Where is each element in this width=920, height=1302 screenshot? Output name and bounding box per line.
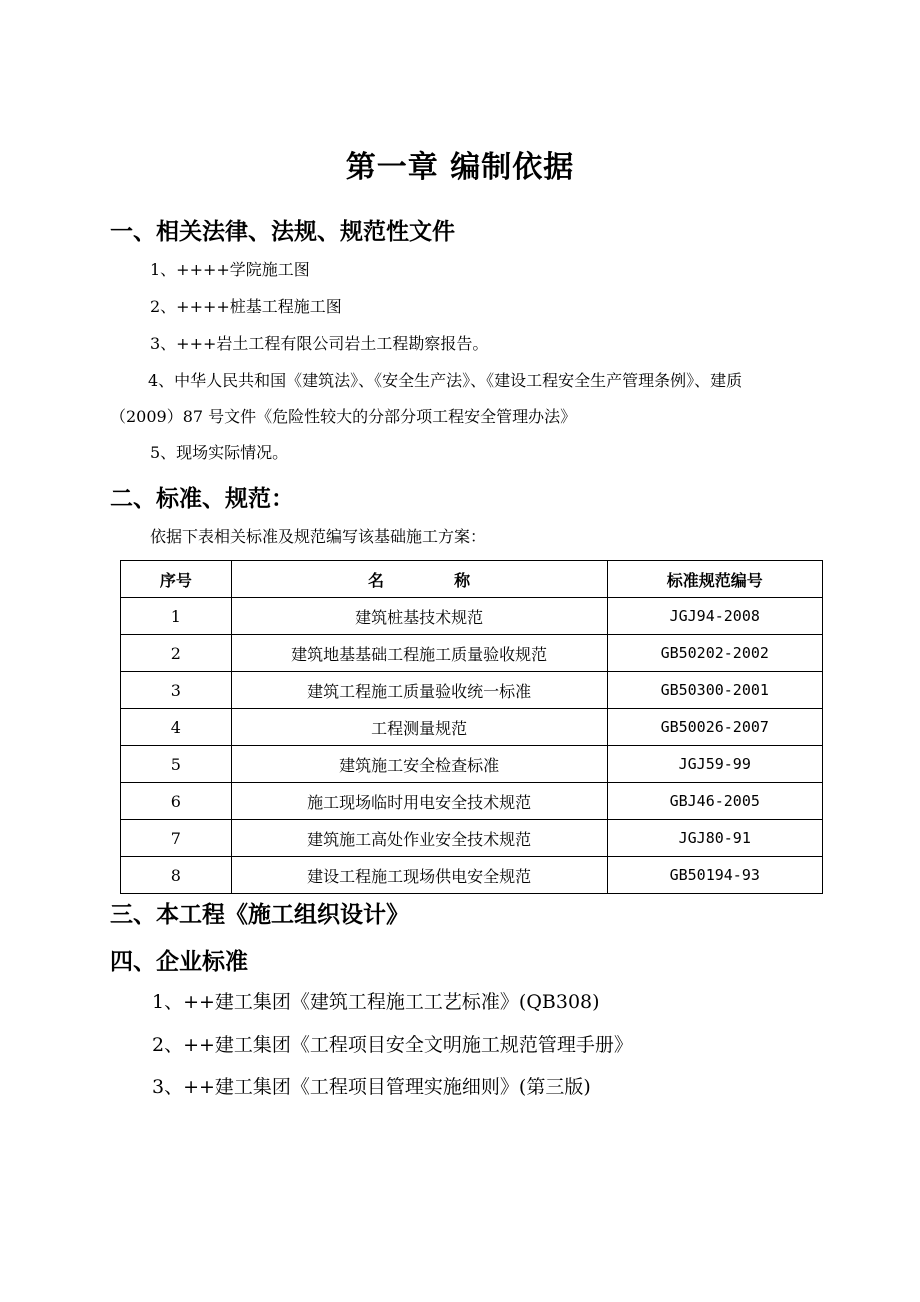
- section-1-item-5: 5、现场实际情况。: [150, 443, 289, 462]
- row-name: 建筑地基基础工程施工质量验收规范: [231, 635, 607, 672]
- table-row: [121, 709, 823, 746]
- chapter-title: 第一章 编制依据: [345, 150, 575, 185]
- table-row: [121, 857, 823, 894]
- section-2-intro: 依据下表相关标准及规范编写该基础施工方案：: [150, 527, 487, 546]
- standards-table: [120, 560, 823, 894]
- row-name: 建筑施工安全检查标准: [231, 746, 607, 783]
- header-seq: 序号: [121, 561, 232, 598]
- header-name-a: 名: [368, 570, 385, 590]
- section-4-item-3: 3、++建工集团《工程项目管理实施细则》(第三版): [152, 1076, 591, 1098]
- section-1-heading: 一、相关法律、法规、规范性文件: [110, 219, 455, 245]
- section-1-item-2: 2、++++桩基工程施工图: [150, 297, 342, 316]
- row-code: GB50202-2002: [607, 635, 823, 672]
- row-code: GBJ46-2005: [607, 783, 823, 820]
- row-name: 建筑桩基技术规范: [231, 598, 607, 635]
- section-1-item-4-continued: （2009）87 号文件《危险性较大的分部分项工程安全管理办法》: [110, 407, 577, 426]
- row-code: GB50026-2007: [607, 709, 823, 746]
- row-seq: 7: [121, 820, 232, 857]
- table-row: [121, 746, 823, 783]
- row-seq: 5: [121, 746, 232, 783]
- row-code: JGJ59-99: [607, 746, 823, 783]
- row-seq: 2: [121, 635, 232, 672]
- header-name-b: 称: [454, 570, 471, 590]
- table-header-row: [121, 561, 823, 598]
- section-4-item-2: 2、++建工集团《工程项目安全文明施工规范管理手册》: [152, 1034, 633, 1056]
- row-code: JGJ80-91: [607, 820, 823, 857]
- row-seq: 4: [121, 709, 232, 746]
- header-name: [231, 561, 607, 598]
- header-code: 标准规范编号: [607, 561, 823, 598]
- row-code: JGJ94-2008: [607, 598, 823, 635]
- table-row: [121, 598, 823, 635]
- section-1-item-3: 3、+++岩土工程有限公司岩土工程勘察报告。: [150, 334, 489, 353]
- section-2-heading: 二、标准、规范：: [110, 486, 294, 512]
- section-4-item-1: 1、++建工集团《建筑工程施工工艺标准》(QB308): [152, 991, 600, 1013]
- row-seq: 1: [121, 598, 232, 635]
- row-code: GB50300-2001: [607, 672, 823, 709]
- row-name: 建筑施工高处作业安全技术规范: [231, 820, 607, 857]
- row-seq: 3: [121, 672, 232, 709]
- table-row: [121, 635, 823, 672]
- section-1-item-4: 4、中华人民共和国《建筑法》、《安全生产法》、《建设工程安全生产管理条例》、建质: [148, 371, 743, 390]
- section-3-heading: 三、本工程《施工组织设计》: [110, 902, 409, 928]
- table-row: [121, 820, 823, 857]
- row-name: 工程测量规范: [231, 709, 607, 746]
- row-name: 施工现场临时用电安全技术规范: [231, 783, 607, 820]
- row-code: GB50194-93: [607, 857, 823, 894]
- row-seq: 8: [121, 857, 232, 894]
- row-name: 建设工程施工现场供电安全规范: [231, 857, 607, 894]
- row-seq: 6: [121, 783, 232, 820]
- table-row: [121, 672, 823, 709]
- section-4-heading: 四、企业标准: [110, 949, 248, 975]
- row-name: 建筑工程施工质量验收统一标准: [231, 672, 607, 709]
- section-1-item-1: 1、++++学院施工图: [150, 260, 310, 279]
- table-row: [121, 783, 823, 820]
